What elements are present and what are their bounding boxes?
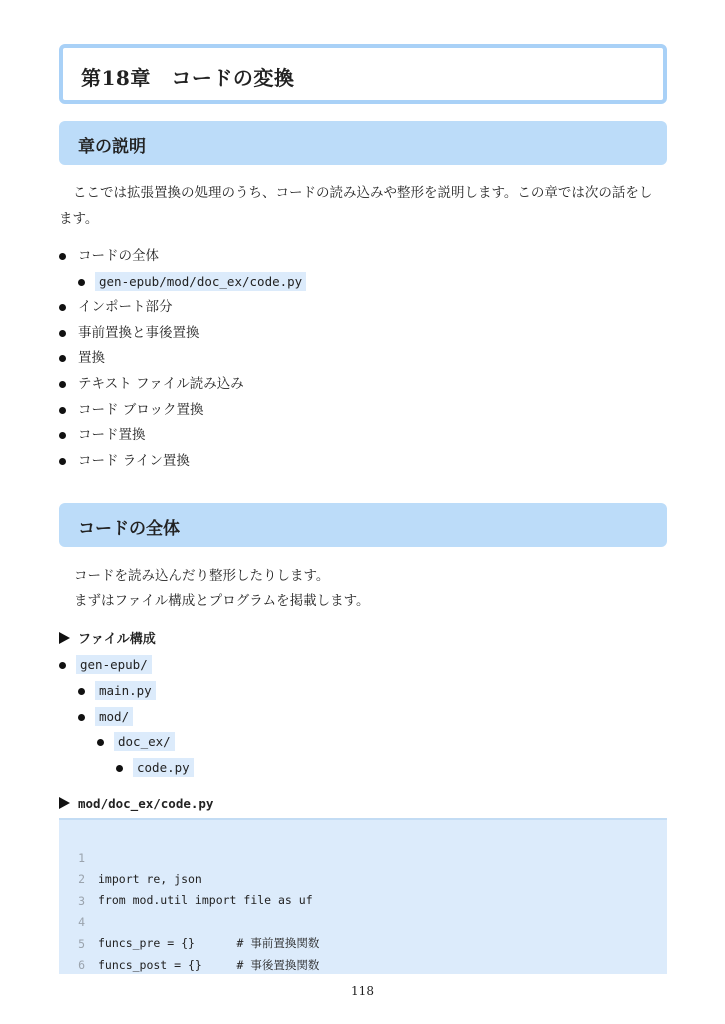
bullet-icon — [59, 432, 66, 439]
toc-item: 置換 — [78, 350, 105, 366]
bullet-icon — [59, 304, 66, 311]
chapter-title: 第18章 コードの変換 — [81, 66, 295, 90]
bullet-icon — [59, 330, 66, 337]
code-line — [59, 891, 659, 950]
code-line — [59, 827, 659, 886]
toc-item: コード ブロック置換 — [78, 402, 204, 418]
line-number: 1 — [78, 851, 85, 865]
bullet-icon — [59, 253, 66, 260]
bullet-icon — [78, 714, 85, 721]
code-text: import re, json — [98, 872, 202, 886]
file-tree-item: code.py — [133, 758, 194, 777]
file-tree-caption: ファイル構成 — [59, 628, 156, 647]
code-caption: mod/doc_ex/code.py — [59, 796, 213, 811]
code-text: from mod.util import file as uf — [98, 893, 313, 907]
line-number: 5 — [78, 937, 85, 951]
code-text: funcs_pre = {} # 事前置換関数 — [98, 936, 320, 950]
line-number: 2 — [78, 872, 85, 886]
overview-paragraph-1: コードを読み込んだり整形したりします。 — [74, 568, 330, 584]
section-title: 章の説明 — [78, 137, 146, 157]
toc-item: 事前置換と事後置換 — [78, 325, 200, 341]
bullet-icon — [78, 688, 85, 695]
bullet-icon — [59, 458, 66, 465]
bullet-icon — [97, 739, 104, 746]
page-number: 118 — [351, 984, 374, 998]
line-number: 6 — [78, 958, 85, 972]
triangle-right-icon — [59, 797, 70, 809]
file-tree-item: mod/ — [95, 707, 133, 726]
chapter-heading-box — [59, 44, 667, 104]
bullet-icon — [59, 662, 66, 669]
section-header-overview — [59, 503, 667, 547]
code-block — [59, 818, 667, 974]
bullet-icon — [59, 407, 66, 414]
toc-item: インポート部分 — [78, 299, 173, 315]
bullet-icon — [59, 381, 66, 388]
triangle-right-icon — [59, 632, 70, 644]
section-title: コードの全体 — [78, 519, 180, 539]
toc-item: コード置換 — [78, 427, 146, 443]
toc-item: テキスト ファイル読み込み — [78, 376, 244, 392]
toc-item-code: gen-epub/mod/doc_ex/code.py — [95, 272, 306, 291]
intro-paragraph: ここでは拡張置換の処理のうち、コードの読み込みや整形を説明します。この章では次の話をします。 — [59, 185, 653, 227]
toc-item: コードの全体 — [78, 248, 159, 264]
bullet-icon — [78, 279, 85, 286]
file-tree-item: main.py — [95, 681, 156, 700]
file-tree-item: gen-epub/ — [76, 655, 152, 674]
overview-paragraph-2: まずはファイル構成とプログラムを掲載します。 — [74, 593, 370, 609]
line-number: 3 — [78, 894, 85, 908]
bullet-icon — [116, 765, 123, 772]
toc-item: コード ライン置換 — [78, 453, 190, 469]
line-number: 4 — [78, 915, 85, 929]
section-header-explanation — [59, 121, 667, 165]
file-tree-item: doc_ex/ — [114, 732, 175, 751]
code-text: funcs_post = {} # 事後置換関数 — [98, 958, 320, 972]
bullet-icon — [59, 355, 66, 362]
